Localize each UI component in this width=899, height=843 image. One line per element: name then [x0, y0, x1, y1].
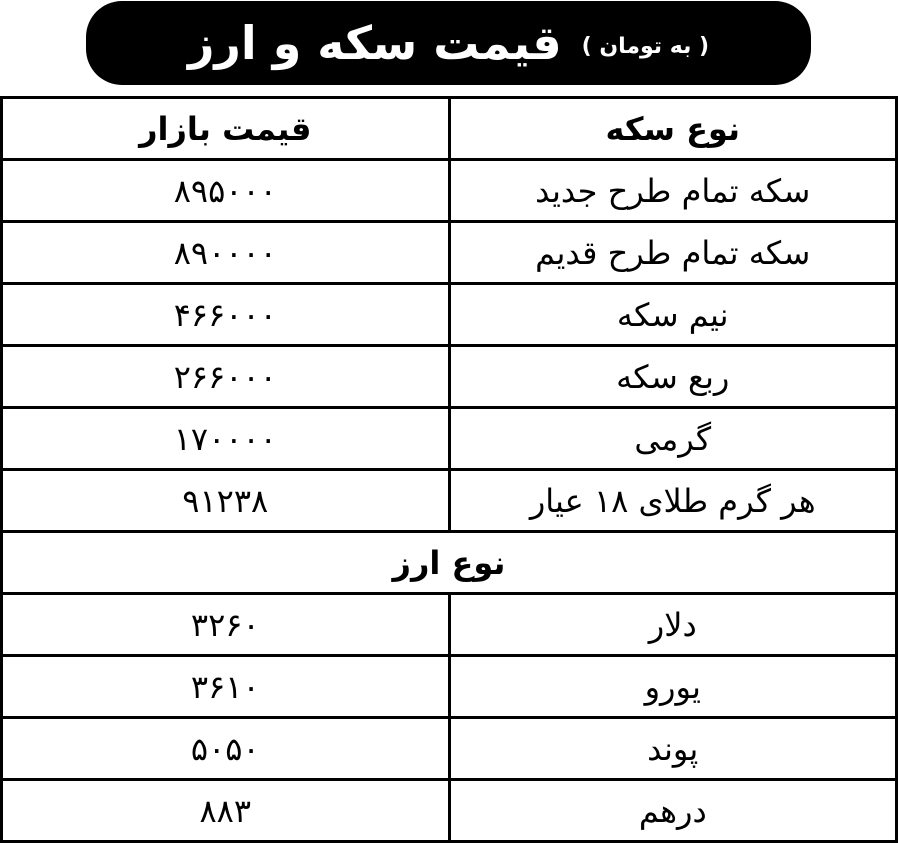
column-header-market-price: قیمت بازار: [2, 98, 450, 160]
currency-price: ۳۶۱۰: [2, 656, 450, 718]
table-row: [2, 222, 897, 284]
table-row: [2, 594, 897, 656]
coin-name: هر گرم طلای ۱۸ عیار: [449, 470, 897, 532]
coin-name: نیم سکه: [449, 284, 897, 346]
currency-name: پوند: [449, 718, 897, 780]
table-row: [2, 408, 897, 470]
currency-price: ۳۲۶۰: [2, 594, 450, 656]
page-title: قیمت سکه و ارز: [187, 16, 562, 70]
table-row: [2, 780, 897, 842]
currency-name: دلار: [449, 594, 897, 656]
coin-price: ۴۶۶۰۰۰: [2, 284, 450, 346]
currency-price: ۵۰۵۰: [2, 718, 450, 780]
coin-name: سکه تمام طرح جدید: [449, 160, 897, 222]
table-header-row: [2, 98, 897, 160]
table-row: [2, 346, 897, 408]
coin-price: ۹۱۲۳۸: [2, 470, 450, 532]
coin-price: ۸۹۰۰۰۰: [2, 222, 450, 284]
currency-price: ۸۸۳: [2, 780, 450, 842]
table-row: [2, 718, 897, 780]
coin-name: ربع سکه: [449, 346, 897, 408]
column-header-coin-type: نوع سکه: [449, 98, 897, 160]
table-row: [2, 470, 897, 532]
coin-name: گرمی: [449, 408, 897, 470]
table-row: [2, 284, 897, 346]
coin-price: ۸۹۵۰۰۰: [2, 160, 450, 222]
price-table: [0, 96, 898, 843]
currency-name: درهم: [449, 780, 897, 842]
currency-section-title: نوع ارز: [2, 532, 897, 594]
title-banner: [86, 1, 811, 85]
table-row: [2, 656, 897, 718]
coin-price: ۲۶۶۰۰۰: [2, 346, 450, 408]
currency-name: یورو: [449, 656, 897, 718]
coin-price: ۱۷۰۰۰۰: [2, 408, 450, 470]
table-row: [2, 160, 897, 222]
currency-section-row: [2, 532, 897, 594]
coin-name: سکه تمام طرح قدیم: [449, 222, 897, 284]
page-subtitle: ( به تومان ): [581, 34, 710, 59]
